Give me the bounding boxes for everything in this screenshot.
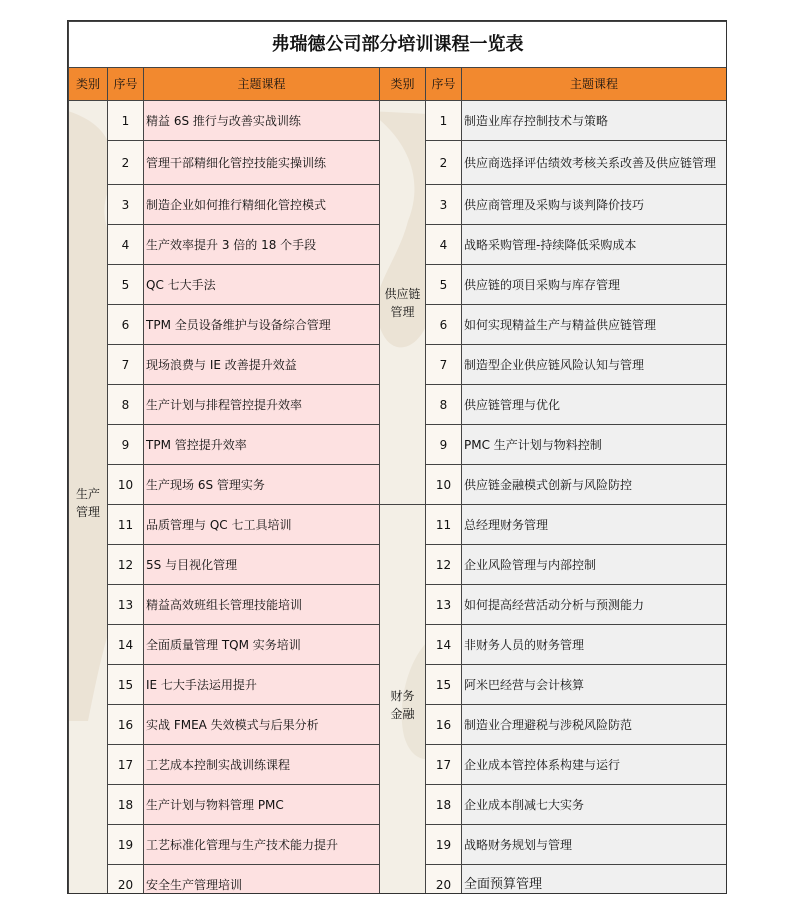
row-index: 12 [108, 545, 144, 585]
row-index-right: 19 [426, 825, 462, 865]
row-index-right: 10 [426, 465, 462, 505]
category-line: 供应链 [384, 286, 421, 301]
row-index: 10 [108, 465, 144, 505]
row-index: 13 [108, 585, 144, 625]
course-left: 5S 与目视化管理 [144, 545, 380, 585]
course-right: 全面预算管理 [462, 865, 727, 895]
course-left: IE 七大手法运用提升 [144, 665, 380, 705]
course-right: 制造业合理避税与涉税风险防范 [462, 705, 727, 745]
row-index: 18 [108, 785, 144, 825]
course-right: 战略财务规划与管理 [462, 825, 727, 865]
row-index: 2 [108, 141, 144, 185]
course-right: 供应商管理及采购与谈判降价技巧 [462, 185, 727, 225]
row-index-right: 20 [426, 865, 462, 895]
course-right: 企业成本管控体系构建与运行 [462, 745, 727, 785]
course-left: 管理干部精细化管控技能实操训练 [144, 141, 380, 185]
category-production [69, 101, 108, 895]
row-index-right: 17 [426, 745, 462, 785]
table-row [69, 101, 727, 141]
course-right: 总经理财务管理 [462, 505, 727, 545]
row-index-right: 8 [426, 385, 462, 425]
header-category-right: 类别 [380, 68, 426, 101]
course-right: 非财务人员的财务管理 [462, 625, 727, 665]
row-index-right: 13 [426, 585, 462, 625]
category-line: 管理 [390, 304, 415, 319]
row-index: 16 [108, 705, 144, 745]
header-index: 序号 [108, 68, 144, 101]
row-index-right: 18 [426, 785, 462, 825]
course-left: 现场浪费与 IE 改善提升效益 [144, 345, 380, 385]
row-index: 3 [108, 185, 144, 225]
category-finance [380, 505, 426, 895]
course-left: 精益 6S 推行与改善实战训练 [144, 101, 380, 141]
row-index-right: 11 [426, 505, 462, 545]
row-index: 11 [108, 505, 144, 545]
category-line: 管理 [75, 504, 100, 519]
course-left: TPM 全员设备维护与设备综合管理 [144, 305, 380, 345]
row-index-right: 7 [426, 345, 462, 385]
row-index-right: 5 [426, 265, 462, 305]
row-index: 7 [108, 345, 144, 385]
row-index: 17 [108, 745, 144, 785]
course-right: 供应链管理与优化 [462, 385, 727, 425]
header-course-right: 主题课程 [462, 68, 727, 101]
course-left: 生产计划与排程管控提升效率 [144, 385, 380, 425]
course-left: 品质管理与 QC 七工具培训 [144, 505, 380, 545]
row-index: 6 [108, 305, 144, 345]
row-index: 1 [108, 101, 144, 141]
category-line: 生产 [75, 486, 100, 501]
row-index-right: 15 [426, 665, 462, 705]
course-right: 供应链的项目采购与库存管理 [462, 265, 727, 305]
course-left: 工艺成本控制实战训练课程 [144, 745, 380, 785]
course-right: 供应商选择评估绩效考核关系改善及供应链管理 [462, 141, 727, 185]
course-left: TPM 管控提升效率 [144, 425, 380, 465]
row-index: 4 [108, 225, 144, 265]
row-index-right: 4 [426, 225, 462, 265]
row-index-right: 2 [426, 141, 462, 185]
course-right: 阿米巴经营与会计核算 [462, 665, 727, 705]
course-left: QC 七大手法 [144, 265, 380, 305]
course-left: 生产计划与物料管理 PMC [144, 785, 380, 825]
header-index-right: 序号 [426, 68, 462, 101]
row-index-right: 9 [426, 425, 462, 465]
course-right: 制造型企业供应链风险认知与管理 [462, 345, 727, 385]
course-left: 生产现场 6S 管理实务 [144, 465, 380, 505]
course-table-sheet [67, 20, 727, 894]
category-line: 金融 [390, 706, 415, 721]
row-index-right: 12 [426, 545, 462, 585]
course-left: 实战 FMEA 失效模式与后果分析 [144, 705, 380, 745]
course-right: PMC 生产计划与物料控制 [462, 425, 727, 465]
course-left: 全面质量管理 TQM 实务培训 [144, 625, 380, 665]
row-index: 8 [108, 385, 144, 425]
row-index: 20 [108, 865, 144, 895]
header-category: 类别 [69, 68, 108, 101]
row-index-right: 6 [426, 305, 462, 345]
row-index-right: 14 [426, 625, 462, 665]
row-index-right: 16 [426, 705, 462, 745]
category-line: 财务 [390, 688, 415, 703]
table-row [69, 505, 727, 545]
header-course: 主题课程 [144, 68, 380, 101]
course-right: 如何实现精益生产与精益供应链管理 [462, 305, 727, 345]
row-index-right: 1 [426, 101, 462, 141]
course-left: 工艺标准化管理与生产技术能力提升 [144, 825, 380, 865]
header-row [69, 68, 727, 101]
course-right: 制造业库存控制技术与策略 [462, 101, 727, 141]
course-left: 安全生产管理培训 [144, 865, 380, 895]
row-index: 9 [108, 425, 144, 465]
course-right: 战略采购管理-持续降低采购成本 [462, 225, 727, 265]
course-left: 制造企业如何推行精细化管控模式 [144, 185, 380, 225]
course-left: 精益高效班组长管理技能培训 [144, 585, 380, 625]
course-left: 生产效率提升 3 倍的 18 个手段 [144, 225, 380, 265]
course-right: 企业成本削减七大实务 [462, 785, 727, 825]
row-index-right: 3 [426, 185, 462, 225]
row-index: 5 [108, 265, 144, 305]
row-index: 15 [108, 665, 144, 705]
course-right: 如何提高经营活动分析与预测能力 [462, 585, 727, 625]
course-right: 企业风险管理与内部控制 [462, 545, 727, 585]
course-right: 供应链金融模式创新与风险防控 [462, 465, 727, 505]
page-title: 弗瑞德公司部分培训课程一览表 [69, 22, 727, 68]
row-index: 14 [108, 625, 144, 665]
row-index: 19 [108, 825, 144, 865]
category-supply-chain [380, 101, 426, 505]
course-table [68, 21, 727, 894]
